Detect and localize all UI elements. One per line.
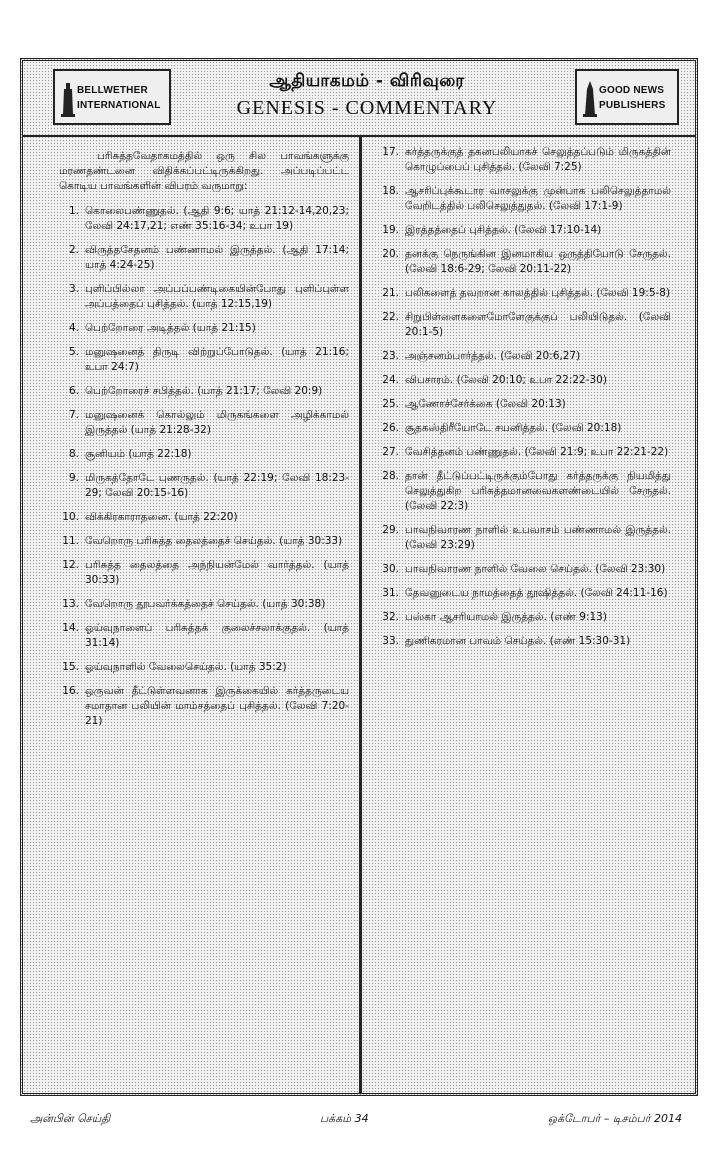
logo-left-line2: INTERNATIONAL bbox=[77, 100, 161, 111]
list-item bbox=[379, 397, 671, 412]
list-item-number: 29. bbox=[382, 524, 399, 536]
list-item-text: சூதகஸ்திரீயோடே சயனித்தல். (லேவி 20:18) bbox=[405, 422, 622, 434]
list-item-text: மனுஷனைக் கொல்லும் மிருகங்களை அழிக்காமல் இருத்தல் (யாத் 21:28-32) bbox=[85, 409, 349, 436]
list-item bbox=[379, 310, 671, 340]
logo-right-line1: GOOD NEWS bbox=[599, 85, 665, 96]
list-item-text: மனுஷனைத் திருடி விற்றுப்போடுதல். (யாத் 21:16; உபா 24:7) bbox=[85, 346, 349, 373]
list-item bbox=[379, 445, 671, 460]
list-item-number: 8. bbox=[68, 448, 79, 460]
list-item-text: தேவனுடைய நாமத்தைத் தூஷித்தல். (லேவி 24:11-16) bbox=[405, 587, 668, 599]
list-item-text: பலிகளைத் தவறான காலத்தில் புசித்தல். (லேவி 19:5-8) bbox=[405, 287, 671, 299]
list-item bbox=[59, 660, 349, 675]
list-item-text: துணிகரமான பாவம் செய்தல். (எண் 15:30-31) bbox=[405, 635, 631, 647]
list-item-number: 18. bbox=[382, 185, 399, 197]
list-item-number: 20. bbox=[382, 248, 399, 260]
list-item-number: 19. bbox=[382, 224, 399, 236]
list-item-text: விபசாரம். (லேவி 20:10; உபா 22:22-30) bbox=[405, 374, 607, 386]
list-item bbox=[59, 684, 349, 729]
list-item bbox=[379, 421, 671, 436]
right-column bbox=[379, 145, 671, 658]
page-title-tamil: ஆதியாகமம் - விரிவுரை bbox=[269, 71, 465, 91]
logo-right-text bbox=[599, 83, 665, 113]
sin-list-left bbox=[59, 204, 349, 729]
list-item-number: 26. bbox=[382, 422, 399, 434]
list-item-text: சூனியம் (யாத் 22:18) bbox=[85, 448, 192, 460]
list-item-text: புளிப்பில்லா அப்பப்பண்டிகையின்போது புளிப்புள்ள அப்பத்தைப் புசித்தல். (யாத் 12:15,19) bbox=[85, 283, 349, 310]
list-item bbox=[379, 286, 671, 301]
list-item bbox=[59, 204, 349, 234]
list-item-number: 10. bbox=[62, 511, 79, 523]
list-item bbox=[379, 586, 671, 601]
list-item-number: 3. bbox=[68, 283, 79, 295]
list-item-number: 22. bbox=[382, 311, 399, 323]
page-title-english: GENESIS - COMMENTARY bbox=[236, 97, 498, 119]
list-item bbox=[379, 373, 671, 388]
list-item-text: தனக்கு நெருங்கின இனமாகிய ஒருத்தியோடு சேருதல். (லேவி 18:6-29; லேவி 20:11-22) bbox=[405, 248, 671, 275]
list-item-number: 25. bbox=[382, 398, 399, 410]
list-item bbox=[379, 247, 671, 277]
list-item-text: ஓய்வுநாளில் வேலைசெய்தல். (யாத் 35:2) bbox=[85, 661, 287, 673]
list-item-text: ஆசரிப்புக்கூடார வாசலுக்கு முன்பாக பலிசெலுத்தாமல் வேறிடத்தில் பலிசெலுத்துதல். (லேவி 17:1-9) bbox=[405, 185, 671, 212]
list-item-text: விக்கிரகாராதனை. (யாத் 22:20) bbox=[85, 511, 238, 523]
list-item-text: தான் தீட்டுப்பட்டிருக்கும்போது கர்த்தருக்கு நியமித்து செலுத்துகிற பரிசுத்தமானவைகளண்டையில் சேருதல். (லேவி 22:3) bbox=[405, 470, 671, 512]
list-item bbox=[379, 634, 671, 649]
list-item-number: 12. bbox=[62, 559, 79, 571]
list-item-number: 5. bbox=[68, 346, 79, 358]
footer-issue-date: ஒக்டோபர் – டிசம்பர் 2014 bbox=[547, 1112, 682, 1125]
list-item bbox=[59, 558, 349, 588]
list-item-number: 30. bbox=[382, 563, 399, 575]
list-item-number: 33. bbox=[382, 635, 399, 647]
list-item bbox=[59, 408, 349, 438]
list-item bbox=[59, 534, 349, 549]
bell-tower-icon bbox=[61, 81, 75, 117]
list-item bbox=[379, 523, 671, 553]
good-news-logo bbox=[575, 69, 679, 125]
list-item bbox=[379, 469, 671, 514]
list-item bbox=[379, 562, 671, 577]
tower-icon bbox=[583, 81, 597, 117]
list-item bbox=[59, 282, 349, 312]
list-item bbox=[59, 384, 349, 399]
list-item-number: 21. bbox=[382, 287, 399, 299]
list-item-number: 14. bbox=[62, 622, 79, 634]
title-block bbox=[175, 69, 559, 125]
list-item-number: 24. bbox=[382, 374, 399, 386]
list-item bbox=[379, 610, 671, 625]
list-item-number: 16. bbox=[62, 685, 79, 697]
list-item-text: ஆணோச்சேர்க்கை (லேவி 20:13) bbox=[405, 398, 566, 410]
list-item-text: விருத்தசேதனம் பண்ணாமல் இருத்தல். (ஆதி 17:14; யாத் 4:24-25) bbox=[85, 244, 349, 271]
list-item-number: 9. bbox=[68, 472, 79, 484]
list-item bbox=[379, 223, 671, 238]
logo-left-text bbox=[77, 83, 161, 113]
list-item-number: 4. bbox=[68, 322, 79, 334]
list-item bbox=[379, 349, 671, 364]
sin-list-right bbox=[379, 145, 671, 649]
list-item-number: 13. bbox=[62, 598, 79, 610]
list-item-text: கர்த்தருக்குத் தகனபலியாகச் செலுத்தப்படும் மிருகத்தின் கொழுப்பைப் புசித்தல். (லேவி 7:25) bbox=[405, 146, 671, 173]
list-item-text: வேசித்தனம் பண்ணுதல். (லேவி 21:9; உபா 22:21-22) bbox=[405, 446, 669, 458]
list-item bbox=[59, 345, 349, 375]
logo-right-line2: PUBLISHERS bbox=[599, 100, 666, 111]
list-item-text: பாவநிவாரண நாளில் உபவாசம் பண்ணாமல் இருத்தல். (லேவி 23:29) bbox=[405, 524, 671, 551]
list-item-number: 28. bbox=[382, 470, 399, 482]
left-column bbox=[59, 145, 349, 738]
list-item-number: 6. bbox=[68, 385, 79, 397]
list-item-number: 27. bbox=[382, 446, 399, 458]
list-item-text: அஞ்சனம்பார்த்தல். (லேவி 20:6,27) bbox=[405, 350, 581, 362]
list-item-text: பரிசுத்த தைலத்தை அந்நியன்மேல் வார்த்தல். (யாத் 30:33) bbox=[85, 559, 349, 586]
list-item bbox=[59, 471, 349, 501]
list-item-text: பெற்றோரை அடித்தல் (யாத் 21:15) bbox=[85, 322, 256, 334]
logo-left-line1: BELLWETHER bbox=[77, 85, 148, 96]
list-item-number: 1. bbox=[68, 205, 79, 217]
list-item-text: சிறுபிள்ளைகளைமோளேகுக்குப் பலியிடுதல். (லேவி 20:1-5) bbox=[405, 311, 671, 338]
intro-paragraph: பரிசுத்தவேதாகமத்தில் ஒரு சில பாவங்களுக்கு மரணதண்டனை விதிக்கப்பட்டிருக்கிறது. அப்படிப்பட்ட கொடிய பாவங்களின் விபரம் வருமாறு: bbox=[59, 150, 349, 192]
list-item bbox=[59, 321, 349, 336]
list-item-text: ஒருவன் தீட்டுள்ளவனாக இருக்கையில் கர்த்தருடைய சமாதான பலியின் மாம்சத்தைப் புசித்தல். (லேவி 7:20-21) bbox=[85, 685, 349, 727]
page-header bbox=[23, 61, 695, 137]
list-item-text: வேறொரு தூபவர்க்கத்தைச் செய்தல். (யாத் 30:38) bbox=[85, 598, 326, 610]
column-divider bbox=[359, 135, 362, 1093]
list-item-text: பெற்றோரைச் சபித்தல். (யாத் 21:17; லேவி 20:9) bbox=[85, 385, 323, 397]
footer-page-number: பக்கம் 34 bbox=[320, 1112, 369, 1125]
page-frame bbox=[20, 58, 698, 1096]
list-item bbox=[59, 510, 349, 525]
list-item bbox=[59, 243, 349, 273]
list-item-text: இரத்தத்தைப் புசித்தல். (லேவி 17:10-14) bbox=[405, 224, 602, 236]
page-footer bbox=[30, 1112, 682, 1132]
list-item-number: 15. bbox=[62, 661, 79, 673]
list-item bbox=[59, 621, 349, 651]
list-item-text: கொலைபண்ணுதல். (ஆதி 9:6; யாத் 21:12-14,20,23; லேவி 24:17,21; எண் 35:16-34; உபா 19) bbox=[85, 205, 349, 232]
list-item-text: வேறொரு பரிசுத்த தைலத்தைச் செய்தல். (யாத் 30:33) bbox=[85, 535, 343, 547]
footer-magazine-name: அன்பின் செய்தி bbox=[30, 1112, 111, 1125]
list-item-number: 31. bbox=[382, 587, 399, 599]
list-item-text: ஓய்வுநாளைப் பரிசுத்தக் குலைச்சலாக்குதல். (யாத் 31:14) bbox=[85, 622, 349, 649]
list-item bbox=[379, 145, 671, 175]
list-item-number: 11. bbox=[62, 535, 79, 547]
list-item-number: 7. bbox=[68, 409, 79, 421]
list-item-number: 23. bbox=[382, 350, 399, 362]
list-item-number: 32. bbox=[382, 611, 399, 623]
list-item bbox=[59, 597, 349, 612]
list-item bbox=[59, 447, 349, 462]
list-item-text: மிருகத்தோடே புணருதல். (யாத் 22:19; லேவி 18:23-29; லேவி 20:15-16) bbox=[85, 472, 349, 499]
list-item bbox=[379, 184, 671, 214]
list-item-text: பாவநிவாரண நாளில் வேலை செய்தல். (லேவி 23:30) bbox=[405, 563, 666, 575]
list-item-text: பஸ்கா ஆசரியாமல் இருத்தல். (எண் 9:13) bbox=[405, 611, 607, 623]
list-item-number: 2. bbox=[68, 244, 79, 256]
list-item-number: 17. bbox=[382, 146, 399, 158]
bellwether-logo bbox=[53, 69, 171, 125]
